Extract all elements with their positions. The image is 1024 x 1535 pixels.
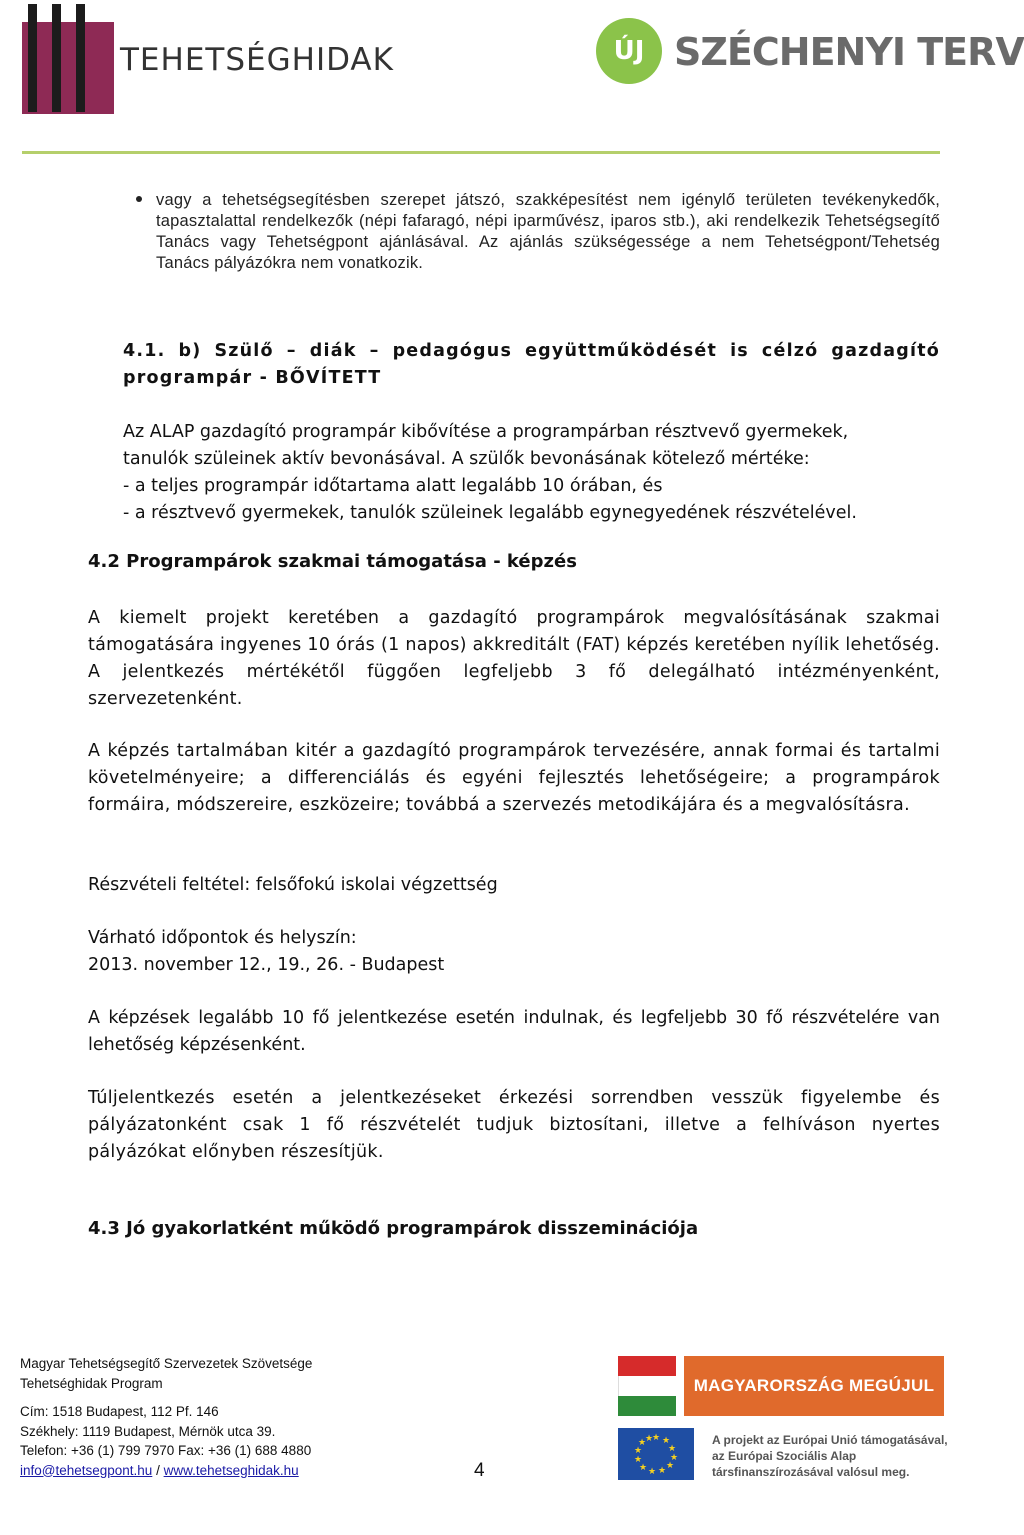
website-link[interactable]: www.tehetseghidak.hu: [163, 1462, 299, 1478]
footer-seat: Székhely: 1119 Budapest, Mérnök utca 39.: [20, 1423, 276, 1439]
footer-contact: [20, 1354, 440, 1480]
eu-flag-icon: ★ ★ ★ ★ ★ ★ ★ ★ ★ ★ ★ ★: [618, 1428, 694, 1480]
footer-phone: Telefon: +36 (1) 799 7970 Fax: +36 (1) 688 4880: [20, 1443, 312, 1458]
bullet-paragraph: vagy a tehetségsegítésben szerepet játszó, szakképesítést nem igénylő területen tevékenykedők, tapasztalattal rendelkezők (népi fafaragó, népi iparművész, iparos stb.), aki rendelkezik Tehetségsegítő Tanács vagy Tehetségpont ajánlásával. Az ajánlás szükségessége a nem Tehetségpont/Tehetség Tanács pályázókra nem vonatkozik.: [156, 191, 940, 272]
magyarorszag-megujul-logo: [618, 1356, 944, 1416]
section-heading-4-3: 4.3 Jó gyakorlatként működő programpárok disszeminációja: [88, 1218, 699, 1239]
content-paragraph: A képzés tartalmában kitér a gazdagító programpárok tervezésére, annak formai és tartalmi követelményeire; a differenciálás és egyéni fejlesztés lehetőségeire; a programpárok formáira, módszereire, eszközeire; továbbá a szervezés metodikájára és a megvalósításra.: [88, 741, 940, 815]
eu-support-text: [712, 1432, 952, 1480]
dates-paragraph: [88, 925, 940, 979]
section-heading-line2: programpár - BŐVÍTETT: [123, 368, 382, 388]
capacity-paragraph: A képzések legalább 10 fő jelentkezése esetén indulnak, és legfeljebb 30 fő részvételére van lehetőség képzésenként.: [88, 1008, 940, 1055]
dates-label: Várható időpontok és helyszín:: [88, 928, 357, 948]
section-heading-line1: 4.1. b) Szülő – diák – pedagógus együttműködését is célzó gazdagító: [123, 341, 940, 361]
footer-org: Magyar Tehetségsegítő Szervezetek Szövetsége: [20, 1356, 313, 1371]
flag-icon: [618, 1356, 676, 1376]
eu-line: társfinanszírozásával valósul meg.: [712, 1465, 910, 1479]
uj-szechenyi-terv-logo: [596, 18, 1024, 126]
training-paragraph: A kiemelt projekt keretében a gazdagító programpárok megvalósításának szakmai támogatására ingyenes 10 órás (1 napos) akkreditált (FAT) képzés keretében nyílik lehetőség. A jelentkezés mértékétől függően legfeljebb 3 fő delegálható intézményenként, szervezetenként.: [88, 608, 940, 709]
overbooking-paragraph: Túljelentkezés esetén a jelentkezéseket érkezési sorrendben vesszük figyelembe és pályázatonként csak 1 fő részvételét tudjuk biztosítani, illetve a felhíváson nyertes pályázókat előnyben részesítjük.: [88, 1088, 940, 1162]
section-heading-4-2: 4.2 Programpárok szakmai támogatása - képzés: [88, 551, 577, 572]
section-heading-4-1-b: [123, 338, 940, 392]
eu-line: az Európai Szociális Alap: [712, 1449, 857, 1463]
requirement-paragraph: Részvételi feltétel: felsőfokú iskolai végzettség: [88, 875, 498, 895]
tehetseghidak-logo: [22, 4, 394, 112]
page-number: 4: [474, 1460, 485, 1481]
expansion-paragraph: [123, 419, 940, 527]
header-divider: [22, 151, 940, 154]
footer-address: Cím: 1518 Budapest, 112 Pf. 146: [20, 1404, 219, 1419]
szt-mark: ÚJ: [596, 18, 662, 84]
paragraph-line: - a résztvevő gyermekek, tanulók szüleinek legalább egynegyedének részvételével.: [123, 503, 857, 523]
paragraph-line: - a teljes programpár időtartama alatt legalább 10 órában, és: [123, 476, 663, 496]
mm-banner-text: MAGYARORSZÁG MEGÚJUL: [684, 1356, 944, 1416]
bullet-icon: [136, 196, 142, 202]
eu-line: A projekt az Európai Unió támogatásával,: [712, 1433, 948, 1447]
szt-text: SZÉCHENYI TERV: [674, 30, 1024, 74]
footer-program: Tehetséghidak Program: [20, 1375, 163, 1391]
link-separator: /: [156, 1462, 160, 1478]
dates-value: 2013. november 12., 19., 26. - Budapest: [88, 955, 445, 975]
logo-text: TEHETSÉGHIDAK: [120, 42, 394, 78]
logo-bars-icon: [22, 4, 114, 112]
paragraph-line: Az ALAP gazdagító programpár kibővítése a programpárban résztvevő gyermekek,: [123, 422, 849, 442]
email-link[interactable]: info@tehetsegpont.hu: [20, 1462, 153, 1478]
paragraph-line: tanulók szüleinek aktív bevonásával. A szülők bevonásának kötelező mértéke:: [123, 449, 810, 469]
